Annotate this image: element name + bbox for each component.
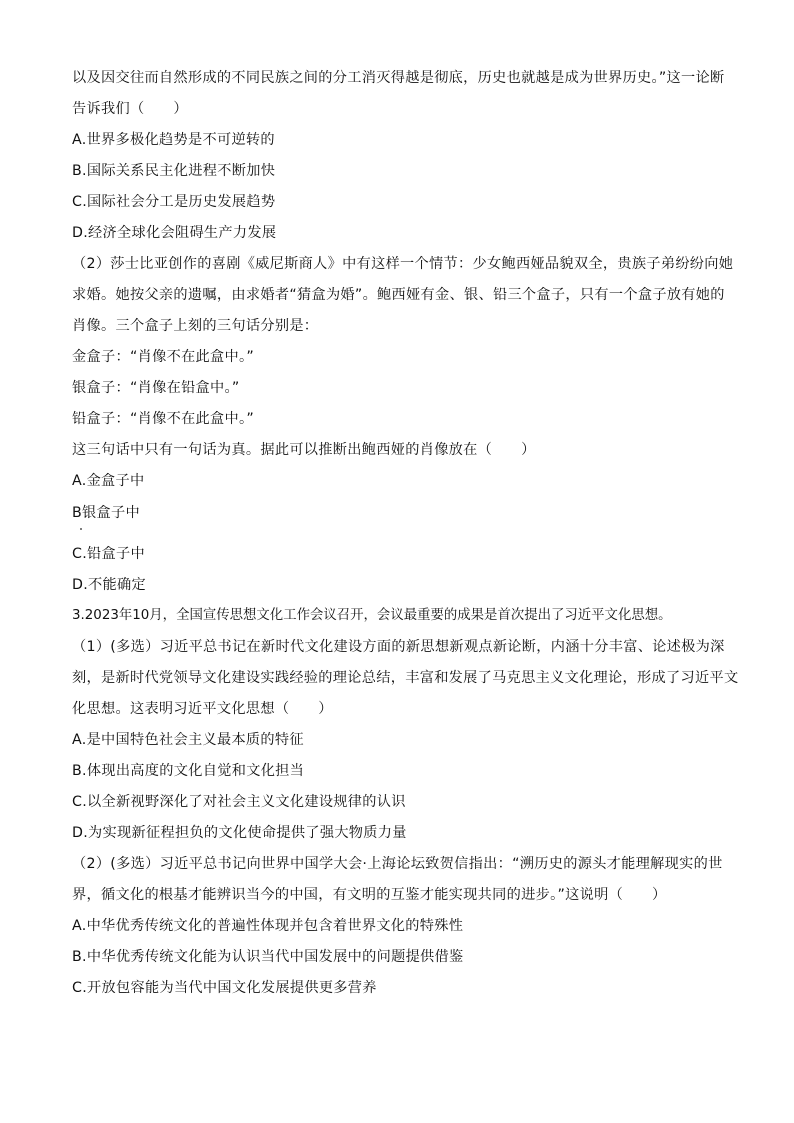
- option-c: C.铅盒子中: [72, 546, 145, 562]
- box-statement-silver: 银盒子：“肖像在铅盒中。”: [72, 380, 240, 396]
- option-d: D.不能确定: [72, 577, 146, 593]
- question-stem-line: （1）(多选）习近平总书记在新时代文化建设方面的新思想新观点新论断，内涵十分丰富、论述极为深: [72, 639, 725, 655]
- option-b: B银盒子中: [72, 505, 140, 521]
- option-c: C.国际社会分工是历史发展趋势: [72, 194, 276, 210]
- option-a: A.中华优秀传统文化的普遍性体现并包含着世界文化的特殊性: [72, 918, 464, 934]
- question-stem-line: 刻，是新时代党领导文化建设实践经验的理论总结，丰富和发展了马克思主义文化理论，形成了习近平文: [72, 670, 739, 686]
- option-a: A.金盒子中: [72, 473, 145, 489]
- option-a: A.世界多极化趋势是不可逆转的: [72, 132, 275, 148]
- question-stem-line: 以及因交往而自然形成的不同民族之间的分工消灭得越是彻底，历史也就越是成为世界历史。”这一论断: [72, 70, 725, 86]
- stray-mark: [80, 528, 82, 530]
- question-stem-line: 界，循文化的根基才能辨识当今的中国，有文明的互鉴才能实现共同的进步。”这说明（ ）: [72, 887, 667, 903]
- box-statement-lead: 铅盒子：“肖像不在此盒中。”: [72, 411, 255, 427]
- question-stem-line: 告诉我们（ ）: [72, 101, 188, 117]
- option-c: C.开放包容能为当代中国文化发展提供更多营养: [72, 980, 377, 996]
- question-stem-line: （2）莎士比亚创作的喜剧《威尼斯商人》中有这样一个情节：少女鲍西娅品貌双全，贵族子弟纷纷向她: [72, 256, 734, 272]
- question-3-intro: 3.2023年10月，全国宣传思想文化工作会议召开，会议最重要的成果是首次提出了习近平文化思想。: [72, 608, 672, 623]
- option-c: C.以全新视野深化了对社会主义文化建设规律的认识: [72, 794, 406, 810]
- question-stem-line: （2）(多选）习近平总书记向世界中国学大会·上海论坛致贺信指出：“溯历史的源头才能理解现实的世: [72, 856, 723, 872]
- question-stem-line: 肖像。三个盒子上刻的三句话分别是：: [72, 318, 319, 334]
- question-prompt: 这三句话中只有一句话为真。据此可以推断出鲍西娅的肖像放在（ ）: [72, 442, 536, 458]
- box-statement-gold: 金盒子：“肖像不在此盒中。”: [72, 349, 255, 365]
- option-b: B.体现出高度的文化自觉和文化担当: [72, 763, 305, 779]
- option-d: D.经济全球化会阻碍生产力发展: [72, 225, 277, 241]
- option-b: B.国际关系民主化进程不断加快: [72, 163, 276, 179]
- question-stem-line: 求婚。她按父亲的遗嘱，由求婚者“猜盒为婚”。鲍西娅有金、银、铅三个盒子，只有一个盒子放有她的: [72, 287, 725, 303]
- option-a: A.是中国特色社会主义最本质的特征: [72, 732, 304, 748]
- question-stem-line: 化思想。这表明习近平文化思想（ ）: [72, 701, 333, 717]
- option-b: B.中华优秀传统文化能为认识当代中国发展中的问题提供借鉴: [72, 949, 464, 965]
- option-d: D.为实现新征程担负的文化使命提供了强大物质力量: [72, 825, 407, 841]
